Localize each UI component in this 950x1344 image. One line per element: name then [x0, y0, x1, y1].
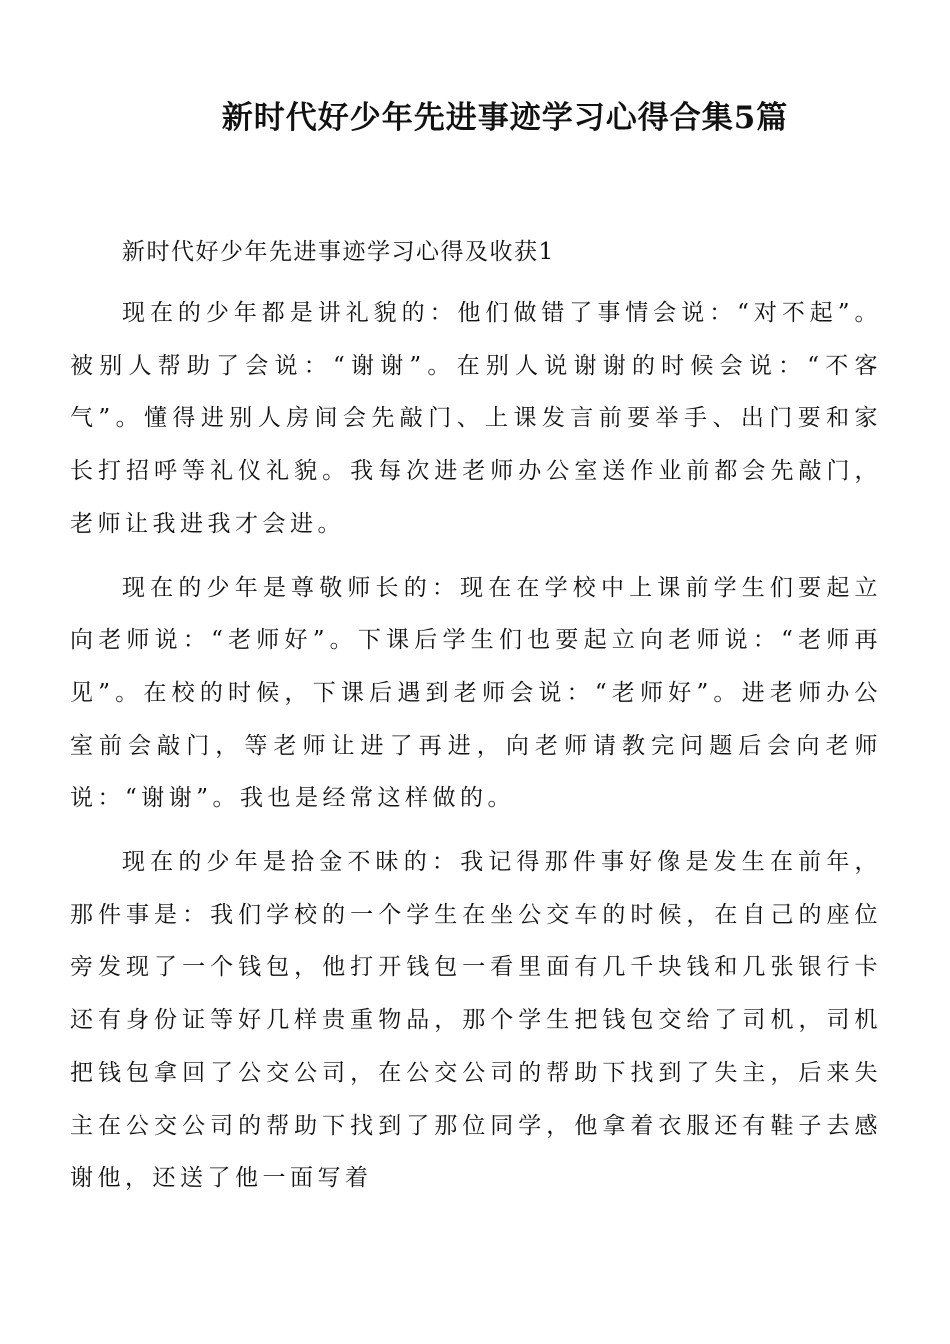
document-title: 新时代好少年先进事迹学习心得合集5篇	[221, 100, 789, 136]
document-body	[70, 229, 882, 1216]
paragraph-honesty: 现在的少年是拾金不昧的：我记得那件事好像是发生在前年，那件事是：我们学校的一个学生在坐公交车的时候，在自己的座位旁发现了一个钱包，他打开钱包一看里面有几千块钱和几张银行卡还有身份证等好几样贵重物品，那个学生把钱包交给了司机，司机把钱包拿回了公交公司，在公交公司的帮助下找到了失主，后来失主在公交公司的帮助下找到了那位同学，他拿着衣服还有鞋子去感谢他，还送了他一面写着	[70, 849, 882, 1192]
section-heading: 新时代好少年先进事迹学习心得及收获1	[122, 239, 555, 265]
paragraph-politeness: 现在的少年都是讲礼貌的：他们做错了事情会说：“对不起”。被别人帮助了会说：“谢谢”。在别人说谢谢的时候会说：“不客气”。懂得进别人房间会先敲门、上课发言前要举手、出门要和家长打招呼等礼仪礼貌。我每次进老师办公室送作业前都会先敲门，老师让我进我才会进。	[70, 300, 882, 537]
paragraph-respect-teachers: 现在的少年是尊敬师长的：现在在学校中上课前学生们要起立向老师说：“老师好”。下课后学生们也要起立向老师说：“老师再见”。在校的时候，下课后遇到老师会说：“老师好”。进老师办公室前会敲门，等老师让进了再进，向老师请教完问题后会向老师说：“谢谢”。我也是经常这样做的。	[70, 574, 882, 812]
